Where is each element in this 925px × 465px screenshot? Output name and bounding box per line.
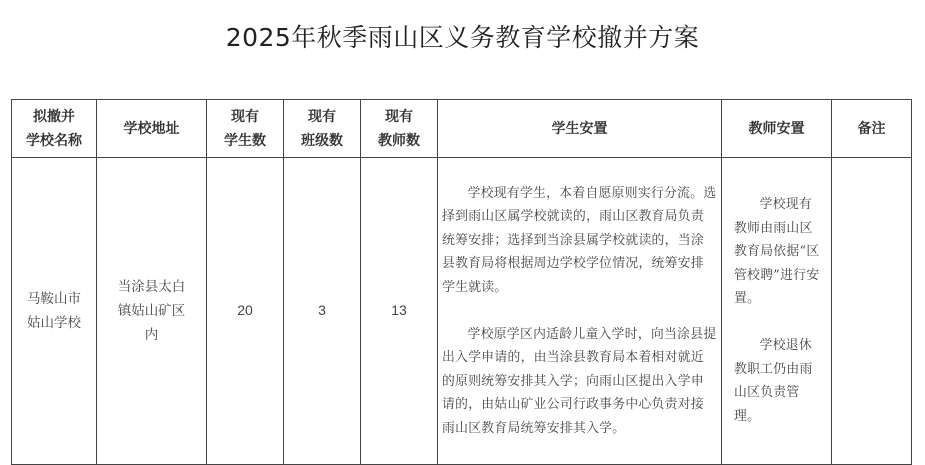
teacher-placement-paragraph-2: 学校退休教职工仍由雨山区负责管理。 bbox=[734, 338, 813, 424]
cell-remarks bbox=[832, 158, 912, 465]
header-students: 现有 学生数 bbox=[207, 100, 284, 158]
cell-teacher-placement bbox=[722, 158, 832, 465]
cell-teachers: 13 bbox=[361, 158, 438, 465]
header-remarks: 备注 bbox=[832, 100, 912, 158]
header-teacher-placement: 教师安置 bbox=[722, 100, 832, 158]
table-header-row bbox=[12, 100, 912, 158]
cell-school-name: 马鞍山市 姑山学校 bbox=[12, 158, 97, 465]
student-placement-paragraph-2: 学校原学区内适龄儿童入学时，向当涂县提出入学申请的，由当涂县教育局本着相对就近的原则统筹安排其入学；向雨山区提出入学申请的，由姑山矿业公司行政事务中心负责对接雨山区教育局统筹安排其入学。 bbox=[442, 326, 717, 436]
teacher-placement-paragraph-1: 学校现有教师由雨山区教育局依据“区管校聘”进行安置。 bbox=[734, 197, 820, 307]
student-placement-paragraph-1: 学校现有学生，本着自愿原则实行分流。选择到雨山区属学校就读的，雨山区教育局负责统筹安排；选择到当涂县属学校就读的，当涂县教育局将根据周边学校学位情况，统筹安排学生就读。 bbox=[442, 185, 717, 295]
cell-student-placement bbox=[438, 158, 722, 465]
document-title: 2025年秋季雨山区义务教育学校撤并方案 bbox=[225, 23, 700, 52]
header-teachers: 现有 教师数 bbox=[361, 100, 438, 158]
cell-classes: 3 bbox=[284, 158, 361, 465]
cell-students: 20 bbox=[207, 158, 284, 465]
cell-address: 当涂县太白 镇姑山矿区 内 bbox=[97, 158, 207, 465]
header-school-name: 拟撤并 学校名称 bbox=[12, 100, 97, 158]
merger-plan-table bbox=[11, 99, 912, 465]
header-address: 学校地址 bbox=[97, 100, 207, 158]
header-classes: 现有 班级数 bbox=[284, 100, 361, 158]
header-student-placement: 学生安置 bbox=[438, 100, 722, 158]
table-row bbox=[12, 158, 912, 465]
